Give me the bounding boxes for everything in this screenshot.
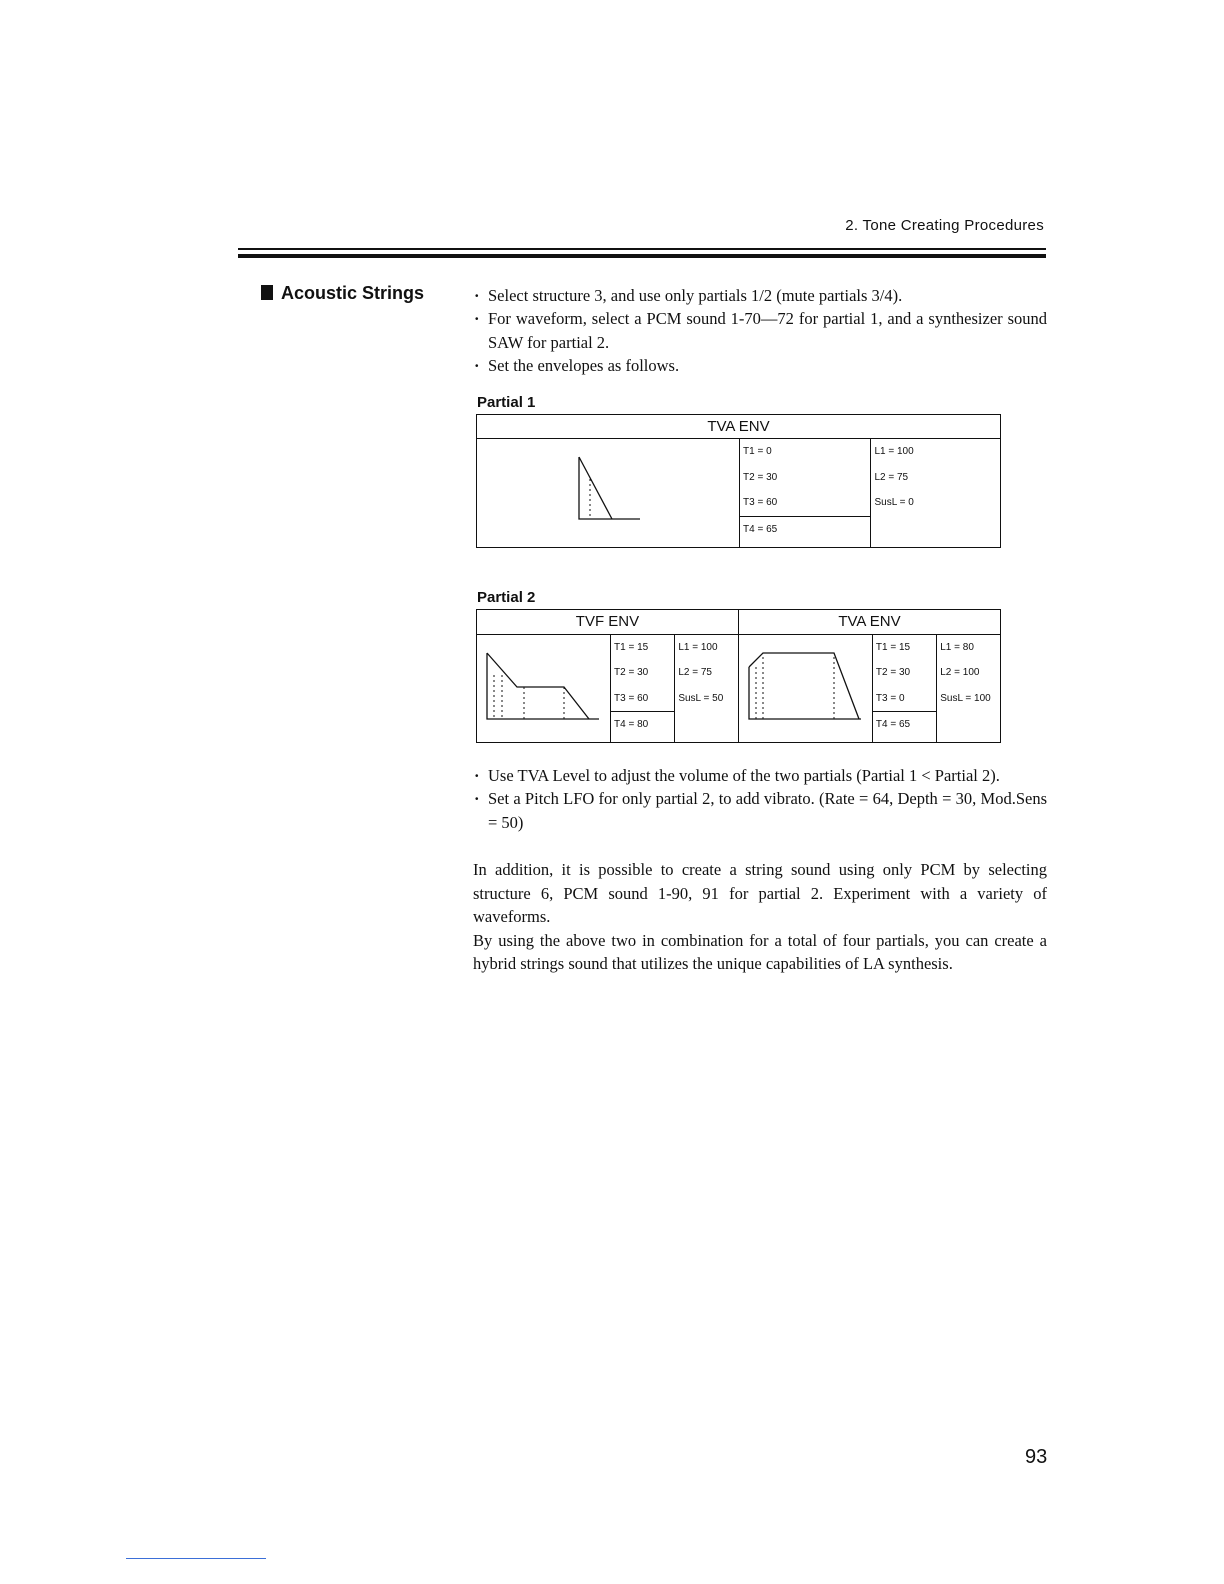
level-param: SusL = 50 xyxy=(678,692,724,704)
partial-1-label: Partial 1 xyxy=(477,393,536,411)
tvf-envelope-graph xyxy=(477,634,611,742)
level-param: SusL = 100 xyxy=(940,692,991,704)
time-param: T2 = 30 xyxy=(614,667,649,679)
tva-env-title: TVA ENV xyxy=(738,610,1000,634)
level-param: L1 = 100 xyxy=(874,446,914,458)
bullet-list-top xyxy=(473,284,1047,378)
time-param: T3 = 60 xyxy=(614,692,649,704)
time-param: T2 = 30 xyxy=(875,667,911,679)
partial-2-env-table xyxy=(476,609,1001,743)
time-param: T4 = 65 xyxy=(873,711,936,738)
time-param: T3 = 0 xyxy=(875,692,905,704)
bullet-item: · Set the envelopes as follows. xyxy=(473,354,1047,377)
bullet-item: · Use TVA Level to adjust the volume of the two partials (Partial 1 < Partial 2). xyxy=(473,764,1047,787)
section-title-text: Acoustic Strings xyxy=(281,283,425,303)
time-param: T3 = 60 xyxy=(743,497,778,509)
time-param: T1 = 0 xyxy=(743,446,772,458)
tvf-times-column xyxy=(611,634,675,742)
times-column xyxy=(740,439,871,547)
time-param: T1 = 15 xyxy=(614,641,649,653)
tva-levels-column xyxy=(937,634,1001,742)
page-number: 93 xyxy=(1025,1446,1048,1468)
level-param: L1 = 100 xyxy=(678,641,718,653)
level-param: L2 = 75 xyxy=(874,471,909,483)
section-marker-icon xyxy=(261,285,273,300)
bullet-item: · Select structure 3, and use only partials 1/2 (mute partials 3/4). xyxy=(473,284,1047,307)
bullet-item: · For waveform, select a PCM sound 1-70—72 for partial 1, and a synthesizer sound SAW for partial 2. xyxy=(473,307,1047,354)
level-param: L2 = 100 xyxy=(940,667,980,679)
time-param: T4 = 65 xyxy=(740,516,870,543)
tvf-env-title: TVF ENV xyxy=(477,610,739,634)
partial-1-env-table xyxy=(476,414,1001,548)
tva-envelope-graph xyxy=(738,634,872,742)
tvf-levels-column xyxy=(675,634,739,742)
tvf-envelope-graph-icon xyxy=(477,635,610,735)
header-rule-thin xyxy=(238,248,1046,250)
time-param: T4 = 80 xyxy=(611,711,674,738)
footer-line xyxy=(126,1558,266,1559)
levels-column xyxy=(871,439,1001,547)
time-param: T1 = 15 xyxy=(875,641,911,653)
level-param: L1 = 80 xyxy=(940,641,974,653)
time-param: T2 = 30 xyxy=(743,471,778,483)
level-param: L2 = 75 xyxy=(678,667,712,679)
envelope-graph xyxy=(477,439,740,547)
tva-times-column xyxy=(872,634,936,742)
bullet-item: · Set a Pitch LFO for only partial 2, to add vibrato. (Rate = 64, Depth = 30, Mod.Sens = 50) xyxy=(473,787,1047,834)
header-rule-thick xyxy=(238,254,1046,258)
level-param: SusL = 0 xyxy=(874,497,914,509)
chapter-header: 2. Tone Creating Procedures xyxy=(845,217,1044,234)
content xyxy=(473,284,1047,975)
partial-2-label: Partial 2 xyxy=(477,588,536,606)
envelope-graph-icon xyxy=(477,439,739,539)
partial-1-env-title: TVA ENV xyxy=(477,415,1001,439)
bullet-list-bottom xyxy=(473,764,1047,834)
paragraph: In addition, it is possible to create a string sound using only PCM by selecting structure 6, PCM sound 1-90, 91 for partial 2. Experiment with a variety of waveforms. xyxy=(473,860,1047,927)
tva-envelope-graph-icon xyxy=(739,635,872,735)
section-title xyxy=(261,283,424,304)
paragraph: By using the above two in combination for a total of four partials, you can create a hybrid strings sound that utilizes the unique capabilities of LA synthesis. xyxy=(473,930,1047,973)
